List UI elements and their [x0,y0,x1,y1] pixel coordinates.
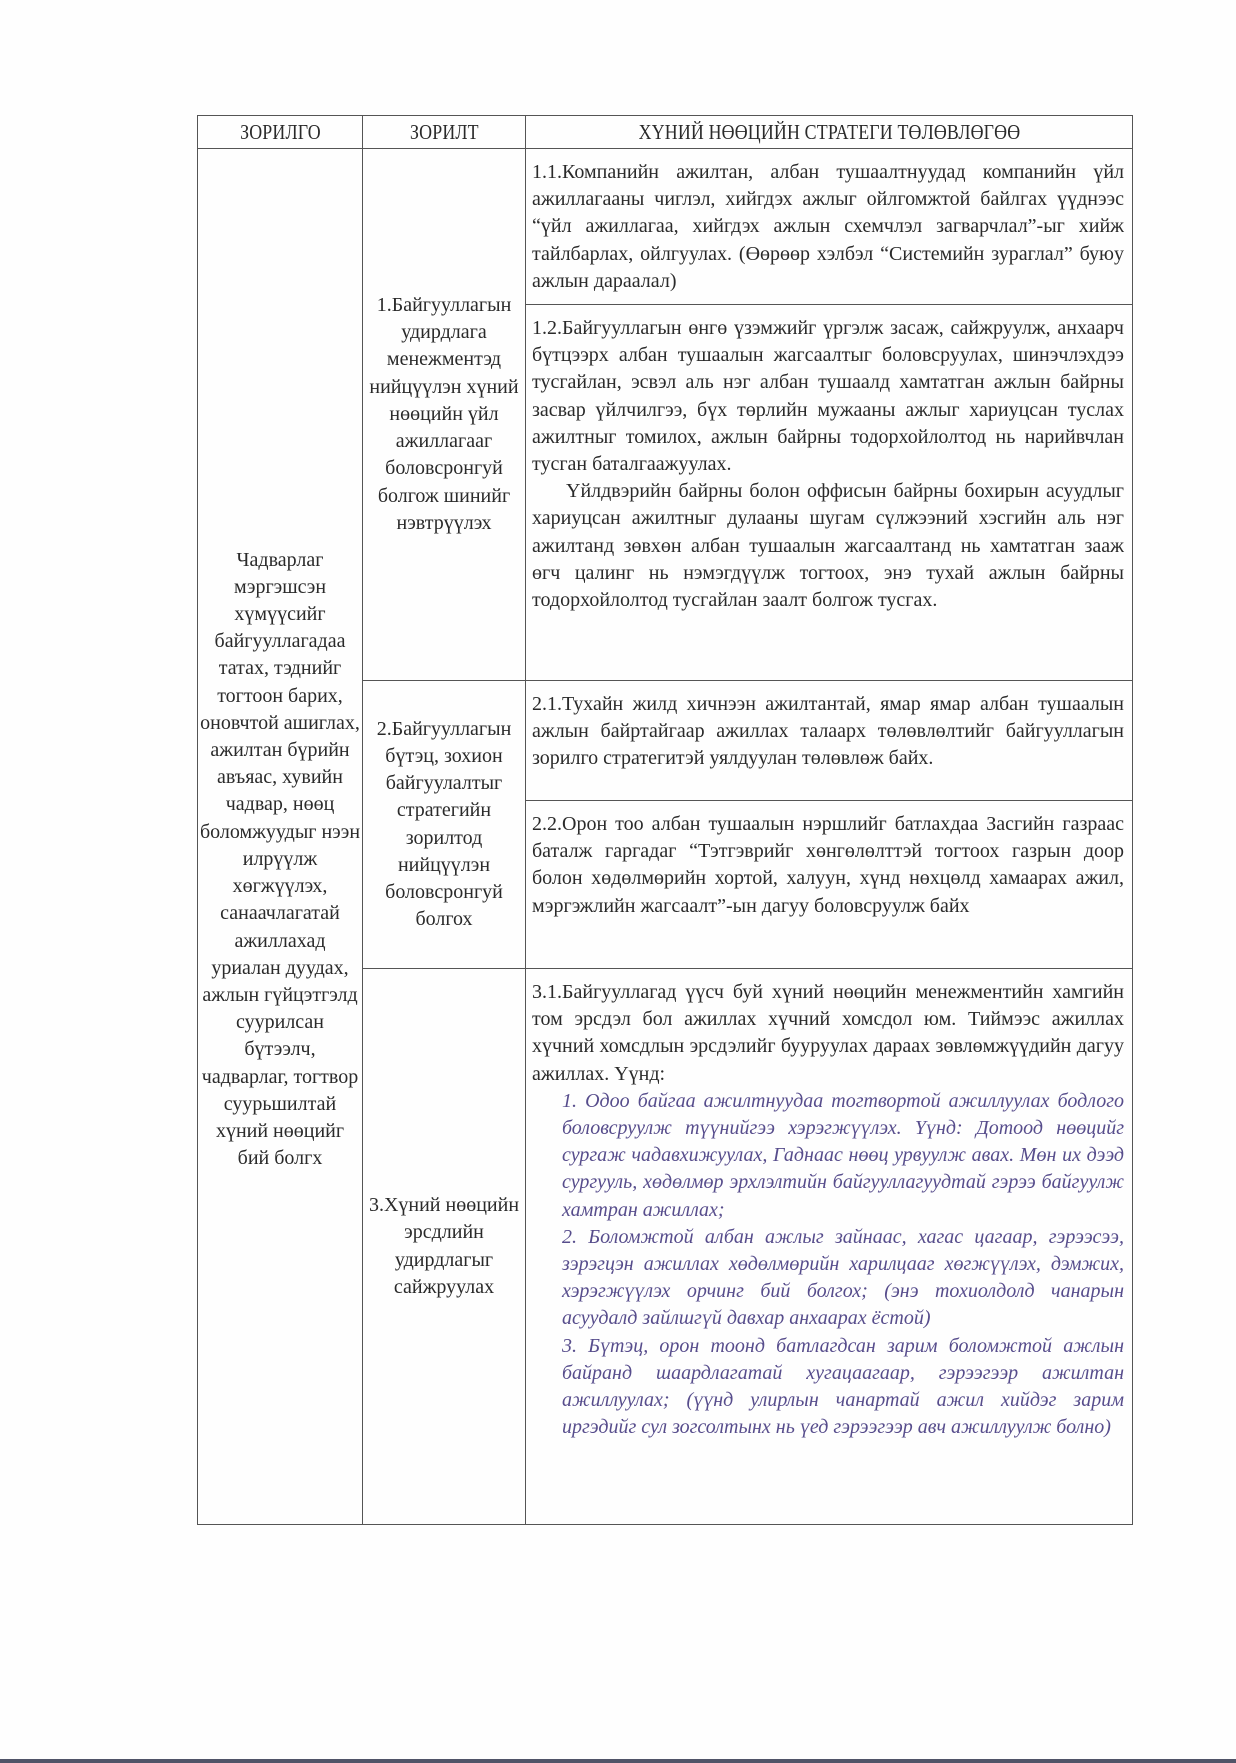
table-header-row [198,116,1133,149]
objective-text: 3.Хүний нөөцийн эрсдлийн удирдлагыг сайжруулах [368,1194,520,1298]
recommendation-item: 3. Бүтэц, орон тоонд батлагдсан зарим боломжтой ажлын байранд шаардлагатай хугацаагаар, гэрээгээр ажилтан ажиллуулах; (үүнд улирлын чанартай ажил хийдэг зарим иргэдийг сул зогсолтынх нь үед гэрээгээр авч ажиллуулж болно) [562,1334,1124,1439]
plan-text: 2.1.Тухайн жилд хичнээн ажилтантай, ямар ямар албан тушаалын ажлын байртайгаар ажиллах талаарх төлөвлөлтийг байгууллагын зорилго стратегитэй уялдуулан төлөвлөж байх. [532,693,1124,770]
plan-cell-2-2 [526,801,1133,969]
plan-paragraph: Үйлдвэрийн байрны болон оффисын байрны бохирын асуудлыг хариуцсан ажилтныг дулааны шугам сүлжээний хэсгийн аль нэг ажилтанд зөвхөн албан тушаалын жагсаалтанд нь хамтатган зааж өгч цалинг нь нэмэгдүүлж тогтоох, энэ тухай ажлын байрны тодорхойлолтод тусгайлан заалт болгож тусгах. [532,480,1124,612]
objective-cell-2 [363,681,526,969]
recommendation-item: 1. Одоо байгаа ажилтнуудаа тогтвортой ажиллуулах бодлого боловсруулж түүнийгээ хэрэгжүүлэх. Үүнд: Дотоод нөөцийг сургаж чадавхижуулах, Гаднаас нөөц урвуулж авах. Мөн их дээд сургууль, хөдөлмөр эрхлэлтийн байгууллагуудтай гэрээ байгуулж хамтран ажиллах; [562,1089,1124,1221]
objective-cell-1 [363,149,526,681]
header-objective: ЗОРИЛТ [363,116,526,149]
hr-strategy-table [197,115,1133,1525]
plan-cell-1-2 [526,305,1133,681]
plan-cell-2-1 [526,681,1133,801]
table-row [198,149,1133,305]
goal-cell [198,149,363,1525]
plan-text: 1.2.Байгууллагын өнгө үзэмжийг үргэлж засаж, сайжруулж, анхаарч бүтцээрх албан тушаалын жагсаалтыг боловсруулах, шинэчлэхдээ тусгайлан, эсвэл аль нэг албан тушаалд хамтатган ажлын байрны засвар үйлчилгээ, бүх төрлийн мужааны ажлыг хариуцсан туслах ажилтныг томилох, ажлын байрны тодорхойлолтод нь нарийвчлан тусган баталгаажуулах. [532,317,1124,476]
objective-text: 2.Байгууллагын бүтэц, зохион байгуулалтыг стратегийн зорилтод нийцүүлэн боловсронгуй болгох [376,717,512,931]
plan-cell-1-1 [526,149,1133,305]
goal-text: Чадварлаг мэргэшсэн хүмүүсийг байгууллагадаа татах, тэднийг тогтоон барих, оновчтой ашиглах, ажилтан бүрийн авъяас, хувийн чадвар, нөөц боломжуудыг нээн илрүүлж хөгжүүлэх, санаачлагатай ажиллахад уриалан дуудах, ажлын гүйцэтгэлд суурилсан бүтээлч, чадварлаг, тогтвор суурьшилтай хүний нөөцийг бий болгх [199,548,361,1170]
recommendation-item: 2. Боломжтой албан ажлыг зайнаас, хагас цагаар, гэрээсээ, зэрэгцэн ажиллах хөдөлмөрийн харилцааг хөгжүүлэх, дэмжих, хэрэгжүүлэх орчинг бий болгох; (энэ тохиолдолд чанарын асуудалд зайлшгүй давхар анхаарах ёстой) [562,1225,1124,1330]
header-goal: ЗОРИЛГО [198,116,363,149]
scan-edge-strip [0,1759,1236,1763]
header-plan: ХҮНИЙ НӨӨЦИЙН СТРАТЕГИ ТӨЛӨВЛӨГӨӨ [526,116,1133,149]
objective-text: 1.Байгууллагын удирдлага менежментэд нийцүүлэн хүний нөөцийн үйл ажиллагааг боловсронгуй болгож шинийг нэвтрүүлэх [369,294,519,534]
plan-text: 2.2.Орон тоо албан тушаалын нэршлийг батлахдаа Засгийн газраас баталж гаргадаг “Тэтгэврийг хөнгөлөлттэй тогтоох газрын доор болон хөдөлмөрийн хортой, халуун, хүнд нөхцөлд хамаарах ажил, мэргэжлийн жагсаалт”-ын дагуу боловсруулж байх [532,813,1124,917]
plan-text: 1.1.Компанийн ажилтан, албан тушаалтнуудад компанийн үйл ажиллагааны чиглэл, хийгдэх ажлыг ойлгомжтой байлгах үүднээс “үйл ажиллагаа, хийгдэх ажлын схемчлэл загварчлал”-ыг хийж тайлбарлах, ойлгуулах. (Өөрөөр хэлбэл “Системийн зураглал” буюу ажлын дараалал) [532,161,1124,292]
plan-cell-3-1 [526,969,1133,1525]
plan-text: 3.1.Байгууллагад үүсч буй хүний нөөцийн менежментийн хамгийн том эрсдэл бол ажиллах хүчний хомсдол юм. Тиймээс ажиллах хүчний хомсдлын эрсдэлийг бууруулах дараах зөвлөмжүүдийн дагуу ажиллах. Үүнд: [532,981,1124,1085]
objective-cell-3 [363,969,526,1525]
